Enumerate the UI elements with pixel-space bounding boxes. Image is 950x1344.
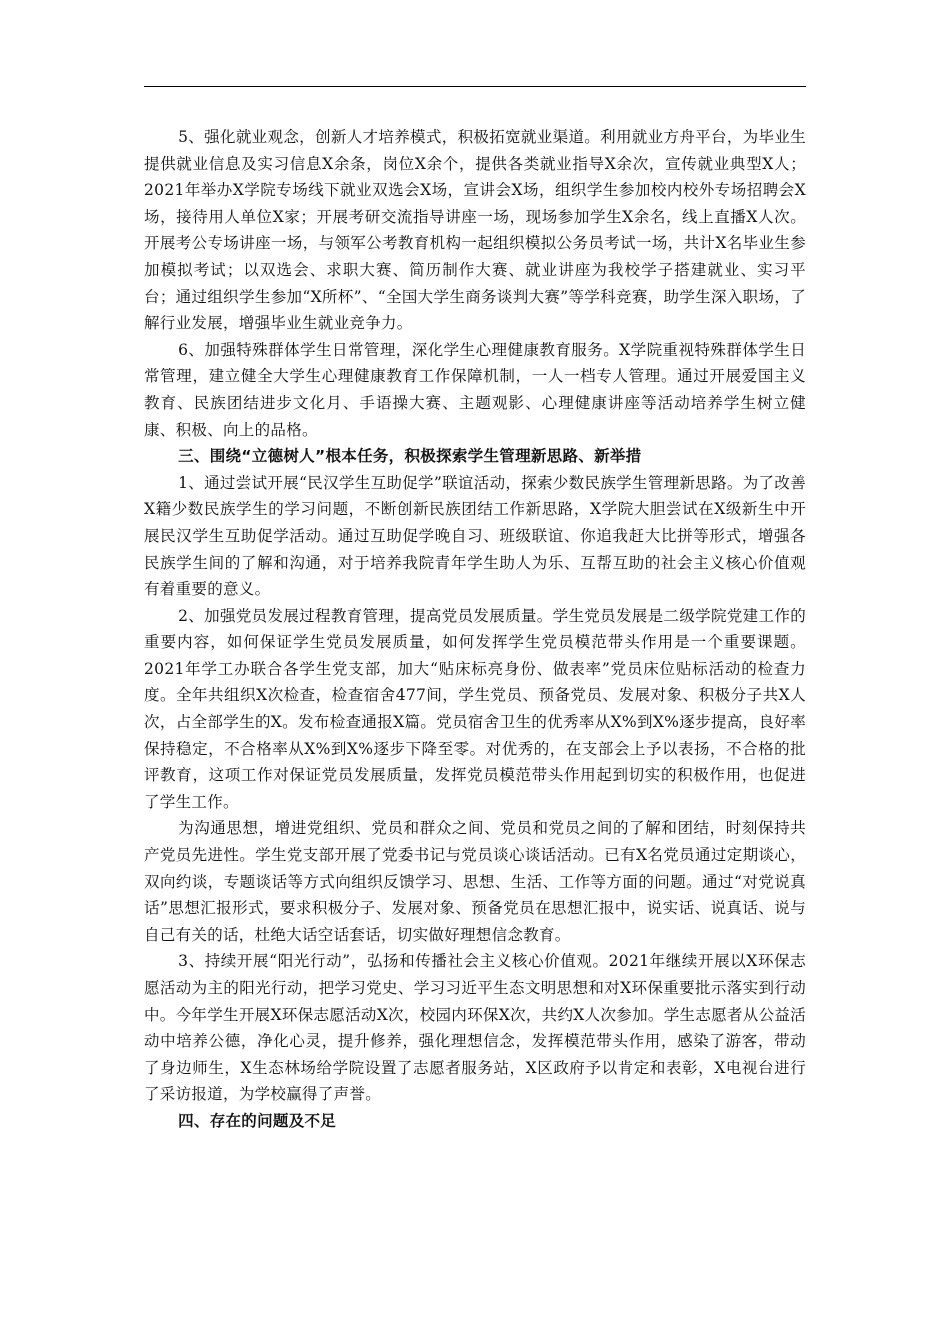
paragraph-heart-talks: 为沟通思想，增进党组织、党员和群众之间、党员和党员之间的了解和团结，时刻保持共产党员先进性。学生党支部开展了党委书记与党员谈心谈话活动。已有X名党员通过定期谈心，双向约谈，专题谈话等方式向组织反馈学习、思想、生活、工作等方面的问题。通过“对党说真话”思想汇报形式，要求积极分子、发展对象、预备党员在思想汇报中，说实话、说真话、说与自己有关的话，杜绝大话空话套话，切实做好理想信念教育。 <box>144 819 806 944</box>
section-heading-four: 四、存在的问题及不足 <box>178 1111 337 1130</box>
paragraph-mutual-help: 1、通过尝试开展“民汉学生互助促学”联谊活动，探索少数民族学生管理新思路。为了改善X籍少数民族学生的学习问题，不断创新民族团结工作新思路，X学院大胆尝试在X级新生中开展民汉学生互助促学活动。通过互助促学晚自习、班级联谊、你追我赶大比拼等形式，增强各民族学生间的了解和沟通，对于培养我院青年学生助人为乐、互帮互助的社会主义核心价值观有着重要的意义。 <box>144 473 806 599</box>
paragraph-employment: 5、强化就业观念，创新人才培养模式，积极拓宽就业渠道。利用就业方舟平台，为毕业生提供就业信息及实习信息X余条，岗位X余个，提供各类就业指导X余次，宣传就业典型X人；2021年举办X学院专场线下就业双选会X场，宣讲会X场，组织学生参加校内校外专场招聘会X场，接待用人单位X家；开展考研交流指导讲座一场，现场参加学生X余名，线上直播X人次。开展考公专场讲座一场，与领军公考教育机构一起组织模拟公务员考试一场，共计X名毕业生参加模拟考试；以双选会、求职大赛、简历制作大赛、就业讲座为我校学子搭建就业、实习平台；通过组织学生参加“X所杯”、“全国大学生商务谈判大赛”等学科竞赛，助学生深入职场，了解行业发展，增强毕业生就业竞争力。 <box>144 128 806 333</box>
paragraph-party-development: 2、加强党员发展过程教育管理，提高党员发展质量。学生党员发展是二级学院党建工作的重要内容，如何保证学生党员发展质量，如何发挥学生党员模范带头作用是一个重要课题。2021年学工办联合各学生党支部，加大“贴床标亮身份、做表率”党员床位贴标活动的检查力度。全年共组织X次检查，检查宿舍477间，学生党员、预备党员、发展对象、积极分子共X人次，占全部学生的X。发布检查通报X篇。党员宿舍卫生的优秀率从X%到X%逐步提高，良好率保持稳定，不合格率从X%到X%逐步下降至零。对优秀的，在支部会上予以表扬，不合格的批评教育，这项工作对保证党员发展质量，发挥党员模范带头作用起到切实的积极作用，也促进了学生工作。 <box>144 606 806 811</box>
paragraph-sunshine-action: 3、持续开展“阳光行动”，弘扬和传播社会主义核心价值观。2021年继续开展以X环保志愿活动为主的阳光行动，把学习党史、学习习近平生态文明思想和对X环保重要批示落实到行动中。今年学生开展X环保志愿活动X次，校园内环保X次，共约X人次参加。学生志愿者从公益活动中培养公德，净化心灵，提升修养，强化理想信念，发挥模范带头作用，感染了游客，带动了身边师生，X生态林场给学院设置了志愿者服务站，X区政府予以肯定和表彰，X电视台进行了采访报道，为学校赢得了声誉。 <box>144 952 806 1104</box>
header-rule <box>144 86 806 87</box>
paragraph-special-groups: 6、加强特殊群体学生日常管理，深化学生心理健康教育服务。X学院重视特殊群体学生日常管理，建立健全大学生心理健康教育工作保障机制，一人一档专人管理。通过开展爱国主义教育、民族团结进步文化月、手语操大赛、主题观影、心理健康讲座等活动培养学生树立健康、积极、向上的品格。 <box>144 340 806 439</box>
section-heading-three: 三、围绕“立德树人”根本任务，积极探索学生管理新思路、新举措 <box>178 447 642 466</box>
document-body <box>144 124 806 1135</box>
